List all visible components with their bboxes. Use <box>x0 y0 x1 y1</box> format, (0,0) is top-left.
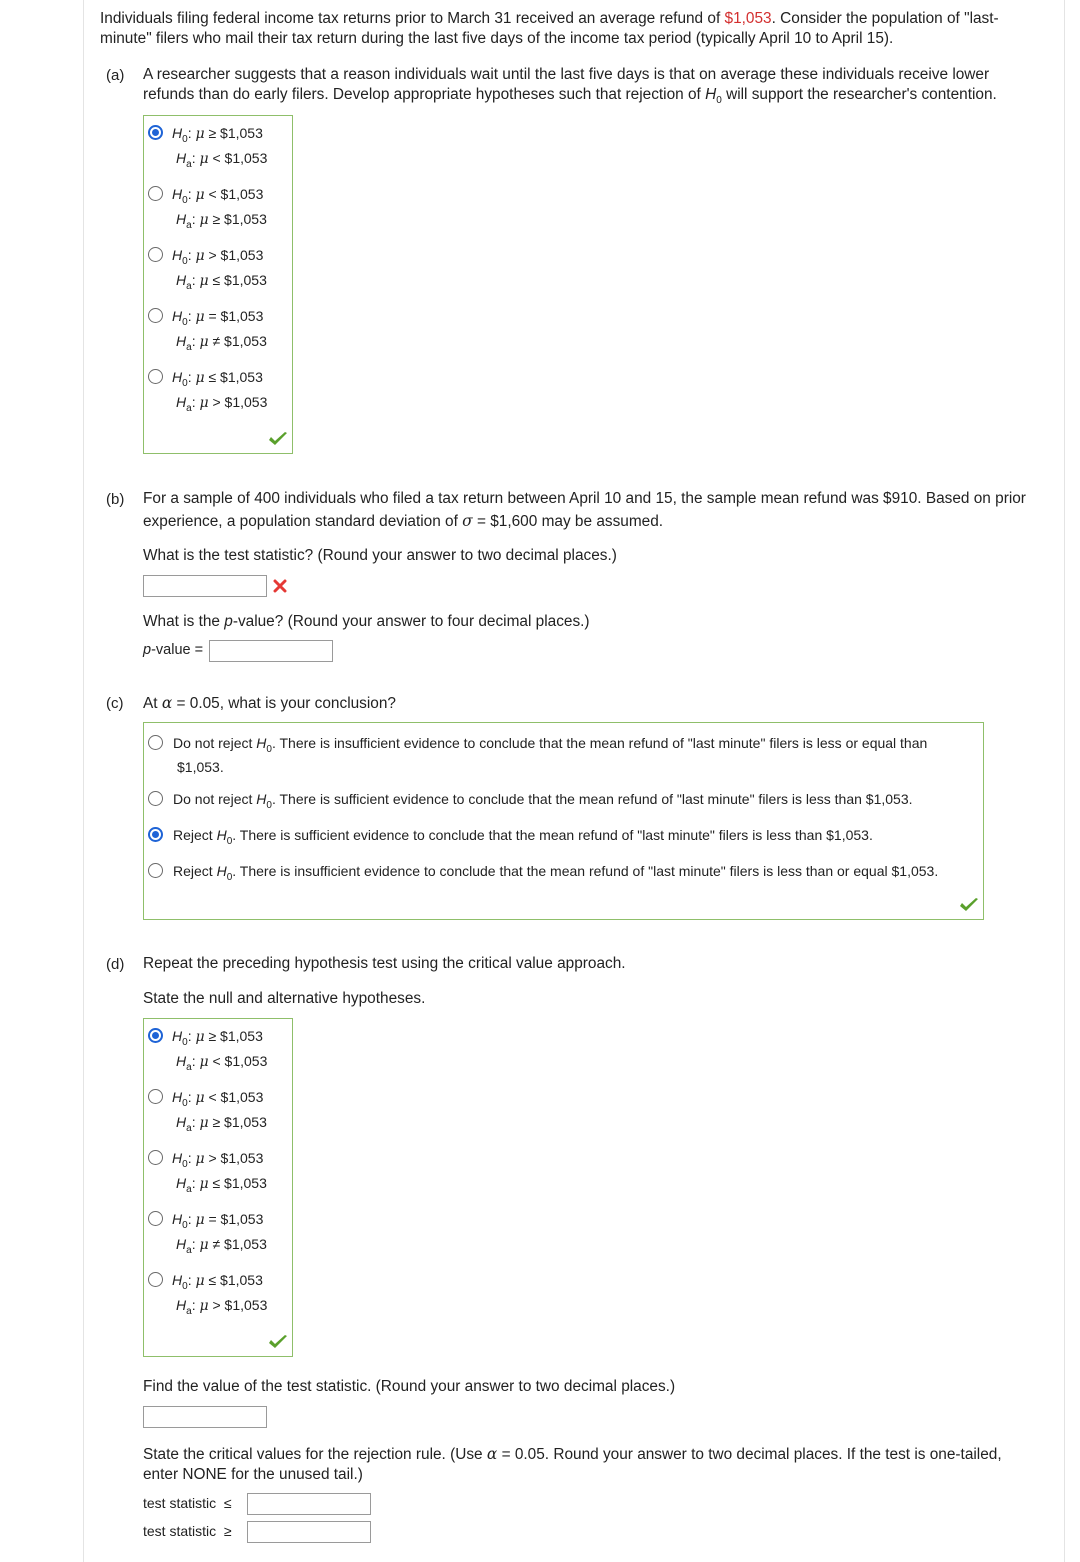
lower-critical-input[interactable] <box>247 1493 371 1515</box>
conclusion-option-2[interactable] <box>148 787 978 813</box>
alternative-hypothesis: $H_a$: μ ≤ $1,053 <box>176 1175 267 1195</box>
upper-critical-input[interactable] <box>247 1521 371 1543</box>
pvalue-input[interactable] <box>209 640 333 662</box>
part-d-hypotheses-box <box>143 1018 293 1357</box>
intro-line1-start: Individuals filing federal income tax returns prior to March 31 received an average refund of <box>100 10 725 27</box>
part-a-question <box>143 65 1043 111</box>
part-a-hypothesis-option-5[interactable] <box>148 367 288 417</box>
alternative-hypothesis: $H_a$: μ < $1,053 <box>176 150 268 170</box>
part-b-line2-end: = $1,600 may be assumed. <box>476 513 664 530</box>
radio-button[interactable] <box>148 735 163 750</box>
part-b-question <box>143 489 1053 532</box>
intro-text <box>100 9 1050 49</box>
radio-button[interactable] <box>148 1272 163 1287</box>
radio-button[interactable] <box>148 1089 163 1104</box>
part-d-test-stat-question: Find the value of the test statistic. (Round your answer to two decimal places.) <box>143 1378 676 1395</box>
conclusion-option-1[interactable] <box>148 731 978 775</box>
critical-values-question: State the critical values for the rejection rule. (Use α = 0.05. Round your answer to two decimal places. If the test is one-tailed, enter NONE for the unused tail.) <box>143 1445 1002 1483</box>
null-hypothesis: $H_0$: μ ≤ $1,053 <box>172 1272 263 1292</box>
part-d-label: (d) <box>106 956 125 973</box>
radio-button[interactable] <box>148 125 163 140</box>
radio-button[interactable] <box>148 247 163 262</box>
radio-button[interactable] <box>148 369 163 384</box>
conclusion-text: Reject $H_0$. There is sufficient evidence to conclude that the mean refund of "last minute" filers is less than $1,053. <box>173 827 873 847</box>
part-d-hypothesis-option-2[interactable] <box>148 1087 288 1137</box>
pvalue-question: What is the p-value? (Round your answer to four decimal places.) <box>143 613 590 630</box>
part-b-line1: For a sample of 400 individuals who filed a tax return between April 10 and 15, the sample mean refund was $910. Based on prior <box>143 490 1026 507</box>
null-hypothesis: $H_0$: μ < $1,053 <box>172 186 264 206</box>
part-c-label: (c) <box>106 695 124 712</box>
radio-button[interactable] <box>148 863 163 878</box>
alternative-hypothesis: $H_a$: μ < $1,053 <box>176 1053 268 1073</box>
null-hypothesis: $H_0$: μ > $1,053 <box>172 247 264 267</box>
lower-critical-label: test statistic ≤ <box>143 1495 232 1511</box>
test-stat-question: What is the test statistic? (Round your answer to two decimal places.) <box>143 547 617 564</box>
pvalue-label: p-value = <box>143 642 204 658</box>
part-b-line2-start: experience, a population standard deviation of <box>143 513 458 530</box>
part-d-hypothesis-option-4[interactable] <box>148 1209 288 1259</box>
part-a-hypothesis-option-3[interactable] <box>148 245 288 295</box>
null-hypothesis: $H_0$: μ = $1,053 <box>172 1211 264 1231</box>
part-a-label: (a) <box>106 67 125 84</box>
conclusion-text: Do not reject $H_0$. There is sufficient evidence to conclude that the mean refund of "last minute" filers is less than $1,053. <box>173 791 913 811</box>
incorrect-x-icon <box>273 579 287 593</box>
part-a-hypothesis-option-4[interactable] <box>148 306 288 356</box>
correct-check-icon <box>959 897 979 913</box>
h0-symbol: $H_0$ <box>705 86 722 106</box>
conclusion-text: Do not reject $H_0$. There is insufficient evidence to conclude that the mean refund of "last minute" filers is less or equal than <box>173 735 928 755</box>
conclusion-option-3[interactable] <box>148 823 978 849</box>
part-d-hypothesis-option-1[interactable] <box>148 1026 288 1076</box>
alternative-hypothesis: $H_a$: μ > $1,053 <box>176 1297 268 1317</box>
part-a-line2-start: refunds than do early filers. Develop appropriate hypotheses such that rejection of <box>143 86 701 103</box>
part-d-line1: Repeat the preceding hypothesis test using the critical value approach. <box>143 955 626 972</box>
radio-button[interactable] <box>148 1150 163 1165</box>
null-hypothesis: $H_0$: μ ≥ $1,053 <box>172 1028 263 1048</box>
correct-check-icon <box>268 431 288 447</box>
conclusion-text-line2: $1,053. <box>177 759 224 775</box>
part-a-hypothesis-option-1[interactable] <box>148 123 288 173</box>
sigma-symbol: σ <box>462 512 473 530</box>
alternative-hypothesis: $H_a$: μ ≥ $1,053 <box>176 211 267 231</box>
alternative-hypothesis: $H_a$: μ > $1,053 <box>176 394 268 414</box>
correct-check-icon <box>268 1334 288 1350</box>
null-hypothesis: $H_0$: μ > $1,053 <box>172 1150 264 1170</box>
part-c-question: At α = 0.05, what is your conclusion? <box>143 694 396 712</box>
alternative-hypothesis: $H_a$: μ ≠ $1,053 <box>176 333 267 353</box>
conclusion-option-4[interactable] <box>148 859 978 885</box>
part-b-label: (b) <box>106 491 125 508</box>
refund-amount: $1,053 <box>724 10 772 27</box>
upper-critical-label: test statistic ≥ <box>143 1523 232 1539</box>
part-a-line1: A researcher suggests that a reason individuals wait until the last five days is that on average these individuals receive lower <box>143 66 990 83</box>
alternative-hypothesis: $H_a$: μ ≠ $1,053 <box>176 1236 267 1256</box>
radio-button[interactable] <box>148 1028 163 1043</box>
intro-line1-end: . Consider the population of "last- <box>771 10 999 27</box>
part-a-line2-end: will support the researcher's contention. <box>726 86 997 103</box>
radio-button[interactable] <box>148 1211 163 1226</box>
part-d-hypothesis-option-5[interactable] <box>148 1270 288 1320</box>
radio-button[interactable] <box>148 827 163 842</box>
part-a-hypotheses-box <box>143 115 293 454</box>
null-hypothesis: $H_0$: μ ≤ $1,053 <box>172 369 263 389</box>
intro-line2: minute" filers who mail their tax return during the last five days of the income tax period (typically April 10 to April 15). <box>100 30 894 47</box>
conclusion-text: Reject $H_0$. There is insufficient evidence to conclude that the mean refund of "last minute" filers is less than or equal $1,053. <box>173 863 939 883</box>
null-hypothesis: $H_0$: μ ≥ $1,053 <box>172 125 263 145</box>
alternative-hypothesis: $H_a$: μ ≤ $1,053 <box>176 272 267 292</box>
null-hypothesis: $H_0$: μ < $1,053 <box>172 1089 264 1109</box>
part-d-hypothesis-option-3[interactable] <box>148 1148 288 1198</box>
null-hypothesis: $H_0$: μ = $1,053 <box>172 308 264 328</box>
test-stat-input[interactable] <box>143 575 267 597</box>
question-page <box>83 0 1065 1562</box>
part-c-conclusion-box <box>143 722 984 920</box>
part-a-hypothesis-option-2[interactable] <box>148 184 288 234</box>
radio-button[interactable] <box>148 791 163 806</box>
alternative-hypothesis: $H_a$: μ ≥ $1,053 <box>176 1114 267 1134</box>
radio-button[interactable] <box>148 308 163 323</box>
radio-button[interactable] <box>148 186 163 201</box>
part-d-line2: State the null and alternative hypotheses. <box>143 990 426 1007</box>
part-d-test-stat-input[interactable] <box>143 1406 267 1428</box>
